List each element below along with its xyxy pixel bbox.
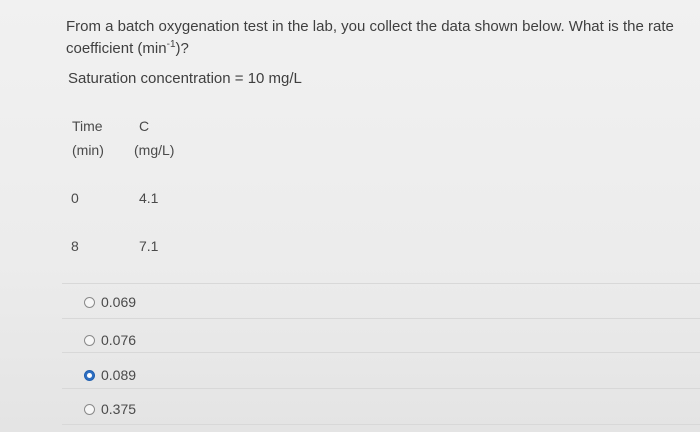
- divider: [62, 352, 700, 353]
- row-0-time: 0: [71, 190, 79, 206]
- saturation-concentration: Saturation concentration = 10 mg/L: [68, 70, 302, 87]
- question-text-end: )?: [175, 40, 189, 57]
- answer-option-3[interactable]: [84, 399, 136, 419]
- divider: [62, 388, 700, 389]
- answer-option-label: 0.069: [101, 294, 137, 310]
- answer-option-0[interactable]: [84, 292, 136, 312]
- question-text-main: From a batch oxygenation test in the lab, you collect the data shown below. What is the rate coefficient (min: [66, 18, 674, 57]
- header-time-unit: (min): [72, 142, 104, 158]
- answer-option-label: 0.089: [101, 367, 137, 383]
- divider: [62, 318, 700, 319]
- radio-button[interactable]: [84, 335, 95, 346]
- row-1-concentration: 7.1: [139, 238, 159, 254]
- header-concentration-unit: (mg/L): [134, 142, 175, 158]
- question-text: [66, 16, 686, 60]
- divider: [62, 424, 700, 425]
- divider: [62, 283, 700, 284]
- header-concentration: C: [139, 118, 150, 134]
- row-0-concentration: 4.1: [139, 190, 159, 206]
- answer-option-label: 0.375: [101, 401, 137, 417]
- radio-button[interactable]: [84, 404, 95, 415]
- question-superscript: -1: [166, 39, 176, 50]
- answer-option-1[interactable]: [84, 330, 136, 350]
- radio-button[interactable]: [84, 297, 95, 308]
- radio-button-selected[interactable]: [84, 370, 95, 381]
- row-1-time: 8: [71, 238, 79, 254]
- answer-option-2[interactable]: [84, 365, 136, 385]
- header-time: Time: [72, 118, 103, 134]
- answer-option-label: 0.076: [101, 332, 137, 348]
